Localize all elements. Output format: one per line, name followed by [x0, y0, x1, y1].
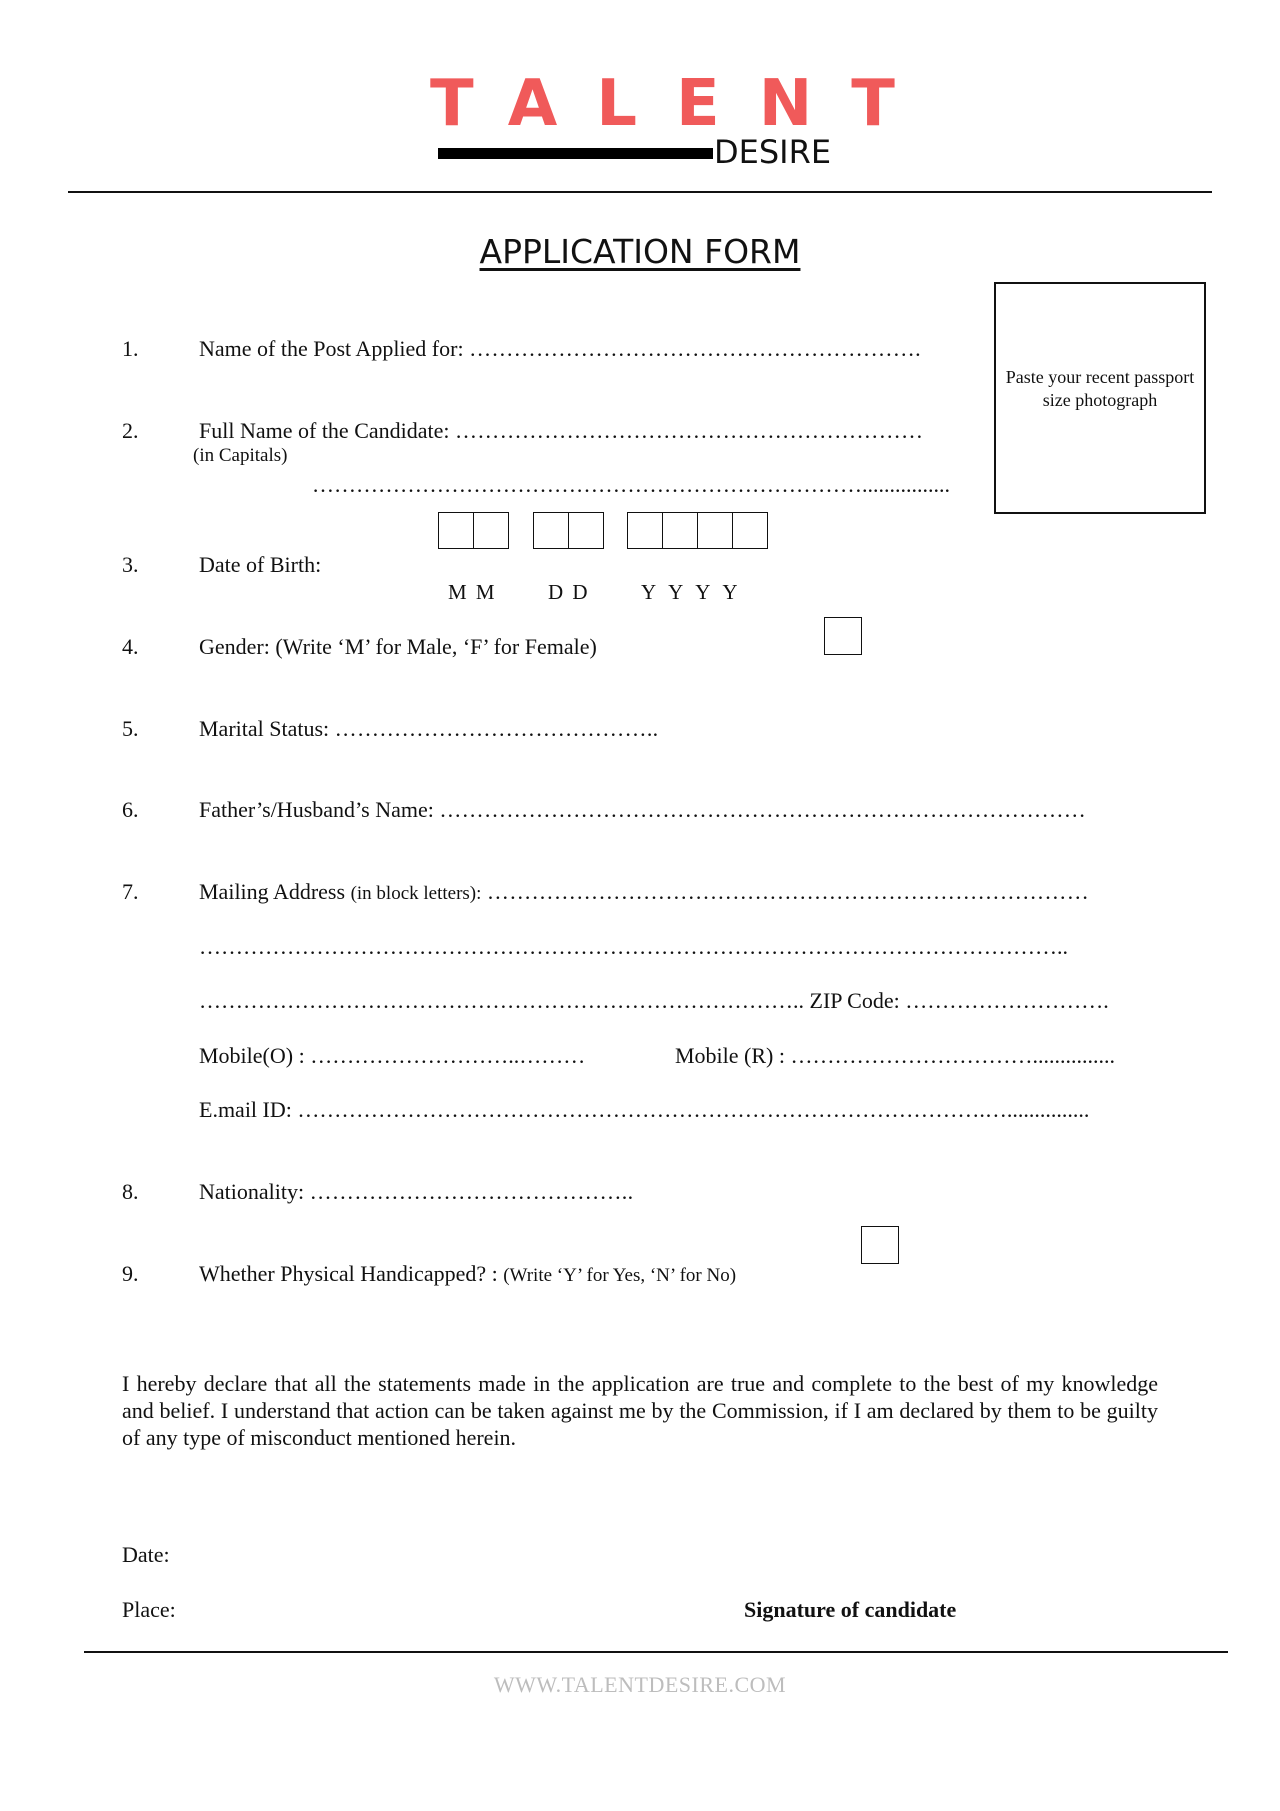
fill-line: ……………………………………………………. — [469, 336, 921, 361]
dob-box[interactable] — [438, 512, 474, 549]
logo-wordmark: TALENT — [430, 67, 934, 141]
logo-underline-bar — [438, 148, 713, 159]
field-label: Father’s/Husband’s Name: — [199, 797, 434, 822]
footer-url: WWW.TALENTDESIRE.COM — [493, 1672, 787, 1697]
field-number-9: 9. — [122, 1261, 139, 1286]
signature-label: Signature of candidate — [744, 1597, 957, 1622]
field-father-husband-name[interactable] — [199, 797, 1086, 823]
fill-line: …………………………………….. — [309, 1179, 634, 1204]
field-label: Marital Status: — [199, 716, 330, 741]
dob-day-label: D D — [548, 580, 590, 604]
field-label: Whether Physical Handicapped? : — [199, 1261, 498, 1286]
field-post-applied[interactable] — [199, 336, 921, 362]
photo-instruction: Paste your recent passport size photograph — [1005, 367, 1195, 410]
fill-line: …………………………………….. — [334, 716, 659, 741]
field-number-4: 4. — [122, 634, 139, 659]
field-number-3: 3. — [122, 552, 139, 577]
email-field[interactable]: E.mail ID: ………………………………………………………………………………….…............... — [199, 1097, 1090, 1122]
field-label-note: (Write ‘Y’ for Yes, ‘N’ for No) — [503, 1265, 737, 1286]
date-label: Date: — [122, 1542, 170, 1567]
field-dob-label: Date of Birth: — [199, 552, 322, 577]
address-line-2[interactable]: ……………………………………………………………………………………………………….. — [199, 934, 1068, 959]
logo-subtitle: DESIRE — [714, 133, 832, 171]
field-number-2: 2. — [122, 418, 139, 443]
field-gender-label: Gender: (Write ‘M’ for Male, ‘F’ for Female) — [199, 634, 597, 659]
field-number-8: 8. — [122, 1179, 139, 1204]
field-label: Mailing Address — [199, 879, 346, 904]
field-full-name[interactable] — [199, 418, 923, 444]
fill-line-continuation[interactable]: …………………………………………………………………................ — [312, 472, 950, 497]
form-title: APPLICATION FORM — [479, 232, 801, 271]
field-number-7: 7. — [122, 879, 139, 904]
dob-year-label: Y Y Y Y — [641, 580, 739, 604]
header-divider — [68, 191, 1212, 193]
dob-month-label: M M — [448, 580, 497, 604]
mobile-office-field[interactable]: Mobile(O) : ………………………..……… — [199, 1043, 586, 1068]
declaration-text: I hereby declare that all the statements made in the application are true and complete to the best of my knowledge and belief. I understand that action can be taken against me by the Commission, if I am declared by them to be guilty of any type of misconduct mentioned herein. — [122, 1371, 1158, 1450]
footer-divider — [84, 1651, 1228, 1653]
fill-line: ……………………………………………………………………… — [486, 879, 1090, 904]
dob-box[interactable] — [568, 512, 604, 549]
dob-box[interactable] — [473, 512, 509, 549]
photo-box[interactable] — [994, 282, 1206, 514]
address-line-zip[interactable]: ……………………………………………………………………….. ZIP Code: ………………………. — [199, 988, 1109, 1013]
field-nationality[interactable] — [199, 1179, 633, 1205]
handicapped-checkbox[interactable] — [861, 1226, 899, 1264]
field-mailing-address[interactable] — [199, 879, 1089, 907]
dob-box[interactable] — [697, 512, 733, 549]
field-number-5: 5. — [122, 716, 139, 741]
place-label: Place: — [122, 1597, 176, 1622]
field-label-note: (in block letters): — [350, 883, 482, 904]
dob-box[interactable] — [662, 512, 698, 549]
field-number-1: 1. — [122, 336, 139, 361]
field-handicapped-label — [199, 1261, 736, 1289]
gender-checkbox[interactable] — [824, 617, 862, 655]
field-marital-status[interactable] — [199, 716, 658, 742]
field-label: Nationality: — [199, 1179, 305, 1204]
field-number-6: 6. — [122, 797, 139, 822]
field-sublabel: (in Capitals) — [193, 445, 288, 466]
dob-box[interactable] — [627, 512, 663, 549]
mobile-residence-field[interactable]: Mobile (R) : ……………………………............... — [675, 1043, 1115, 1068]
field-label: Full Name of the Candidate: — [199, 418, 450, 443]
dob-box[interactable] — [533, 512, 569, 549]
fill-line: …………………………………………………………………………… — [439, 797, 1087, 822]
dob-box[interactable] — [732, 512, 768, 549]
fill-line: ……………………………………………………… — [455, 418, 924, 443]
field-label: Name of the Post Applied for: — [199, 336, 464, 361]
